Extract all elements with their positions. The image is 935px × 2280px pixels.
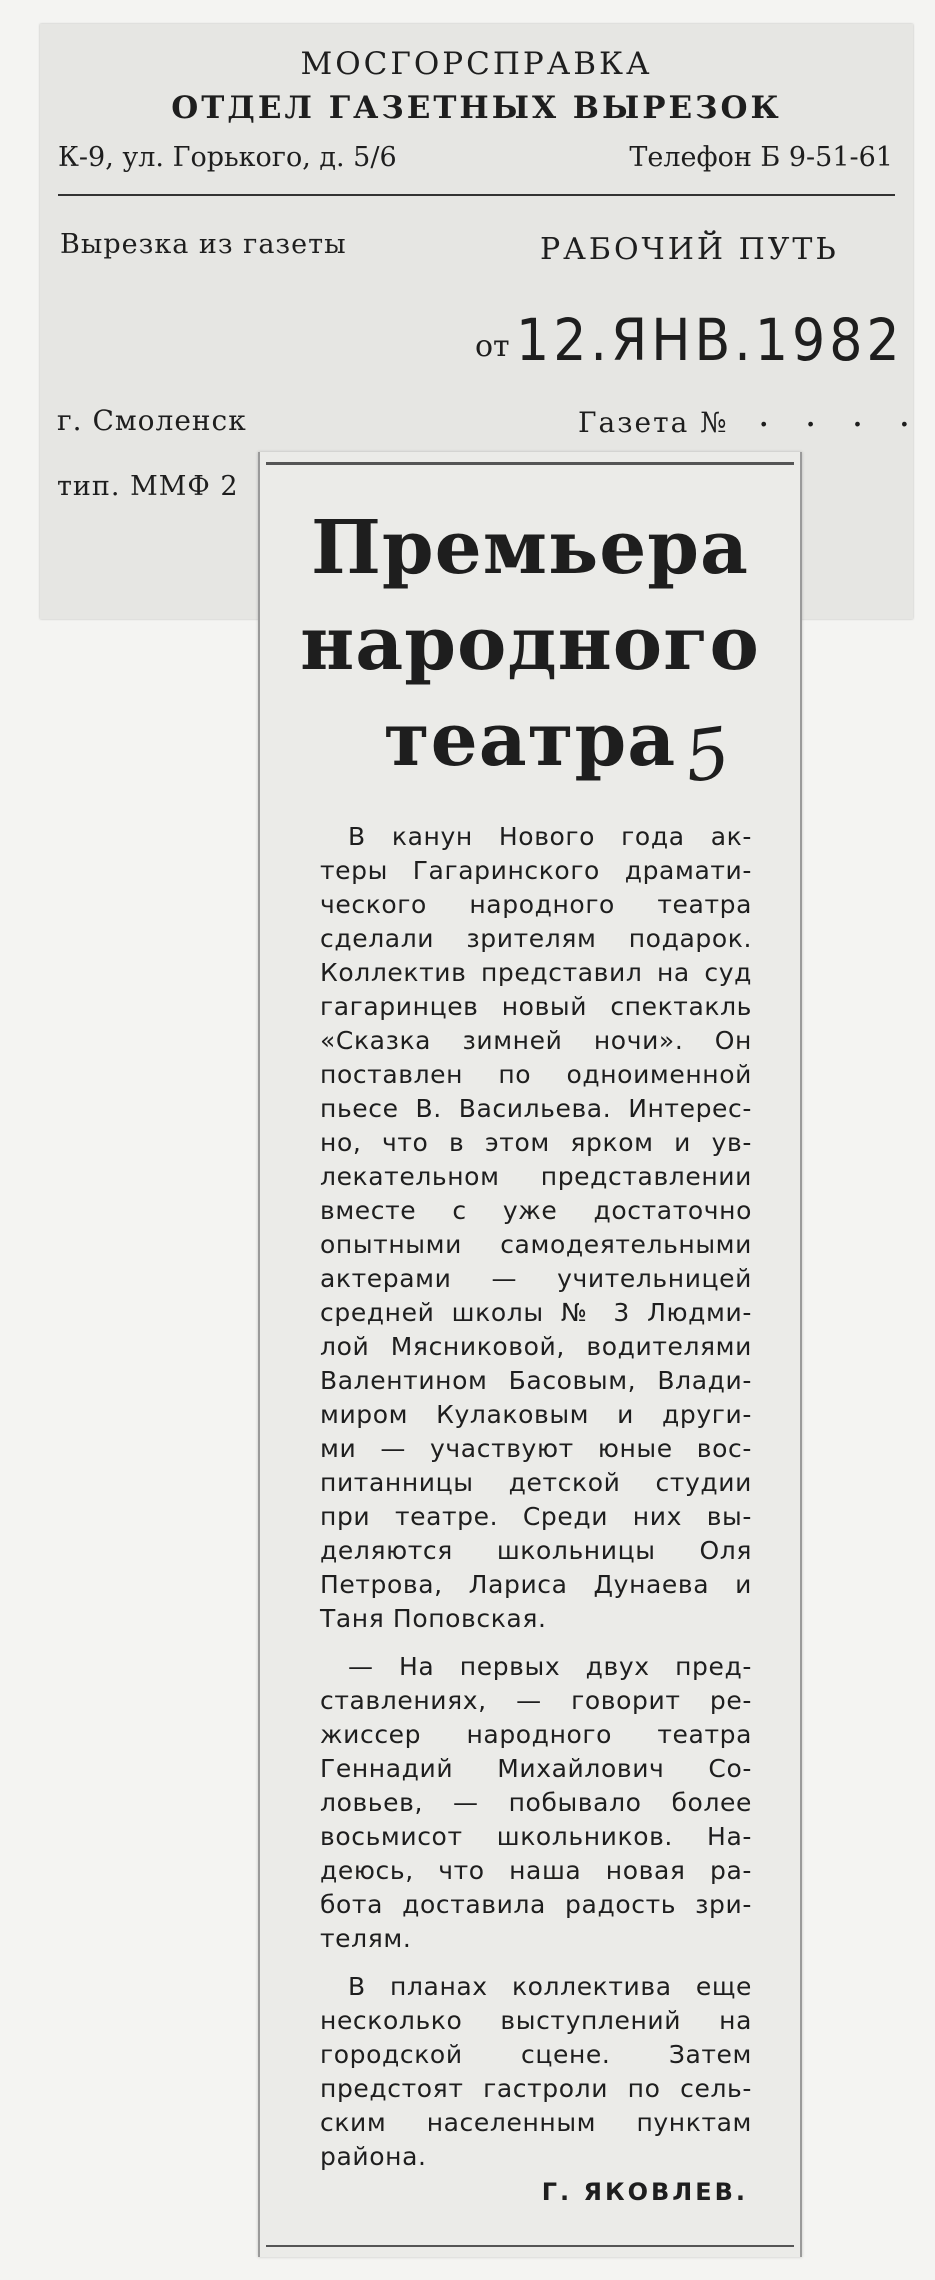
article-line: ским населенным пунктам: [320, 2108, 752, 2137]
department-name: ОТДЕЛ ГАЗЕТНЫХ ВЫРЕЗОК: [171, 90, 782, 126]
article-line: средней школы № 3 Людми-: [320, 1298, 752, 1327]
article-line: питанницы детской студии: [320, 1468, 752, 1497]
title-line: театра: [383, 697, 677, 783]
article-line: теры Гагаринского драмати-: [320, 856, 752, 885]
article-line: восьмисот школьников. На-: [320, 1822, 752, 1851]
article-line: района.: [320, 2142, 427, 2171]
article-line: «Сказка зимней ночи». Он: [320, 1026, 752, 1055]
article-top-rule: [266, 462, 794, 465]
address: К-9, ул. Горького, д. 5/6: [58, 142, 397, 173]
article-line: В планах коллектива еще: [348, 1972, 752, 2001]
article-line: сделали зрителям подарок.: [320, 924, 752, 953]
phone-number: Телефон Б 9-51-61: [629, 142, 893, 173]
article-line: несколько выступлений на: [320, 2006, 752, 2035]
article-line: ческого народного театра: [320, 890, 752, 919]
article-line: телям.: [320, 1924, 412, 1953]
clipping-label: Вырезка из газеты: [60, 229, 347, 260]
date-stamp: 12.ЯНВ.1982: [516, 306, 904, 374]
article-line: ловьев, — побывало более: [320, 1788, 752, 1817]
title-line: народного: [300, 601, 760, 687]
article-bottom-rule: [266, 2245, 794, 2247]
article-line: В канун Нового года ак-: [348, 822, 752, 851]
article-line: бота доставила радость зри-: [320, 1890, 752, 1919]
article-line: вместе с уже достаточно: [320, 1196, 752, 1225]
date-prefix: от: [475, 329, 510, 364]
article-line: при театре. Среди них вы-: [320, 1502, 752, 1531]
organization-name: МОСГОРСПРАВКА: [300, 46, 653, 82]
article-line: пьесе В. Васильева. Интерес-: [320, 1094, 752, 1123]
printing-house: тип. ММФ 2: [57, 471, 239, 502]
article-body: [320, 820, 752, 2174]
article-line: актерами — учительницей: [320, 1264, 752, 1293]
article-line: Валентином Басовым, Влади-: [320, 1366, 752, 1395]
article-line: миром Кулаковым и други-: [320, 1400, 752, 1429]
article-line: Коллектив представил на суд: [320, 958, 752, 987]
article-line: ми — участвуют юные вос-: [320, 1434, 752, 1463]
newspaper-article: [258, 452, 802, 2257]
article-line: Петрова, Лариса Дунаева и: [320, 1570, 752, 1599]
article-line: жиссер народного театра: [320, 1720, 752, 1749]
article-line: гагаринцев новый спектакль: [320, 992, 752, 1021]
article-line: но, что в этом ярком и ув-: [320, 1128, 752, 1157]
author-signature: Г. ЯКОВЛЕВ.: [541, 2178, 748, 2206]
article-line: опытными самодеятельными: [320, 1230, 752, 1259]
article-line: лекательном представлении: [320, 1162, 752, 1191]
paragraph-gap: [320, 1636, 752, 1650]
title-line: Премьера: [311, 505, 749, 591]
article-line: поставлен по одноименной: [320, 1060, 752, 1089]
gazette-number-label: Газета №: [578, 406, 729, 439]
header-divider: [58, 194, 895, 196]
city: г. Смоленск: [57, 404, 247, 437]
gazette-number-blank: . . . .: [758, 394, 923, 435]
handwritten-mark: 5: [679, 711, 736, 799]
article-line: городской сцене. Затем: [320, 2040, 752, 2069]
article-line: — На первых двух пред-: [348, 1652, 752, 1681]
paragraph-gap: [320, 1956, 752, 1970]
article-line: лой Мясниковой, водителями: [320, 1332, 752, 1361]
newspaper-name: РАБОЧИЙ ПУТЬ: [540, 232, 839, 267]
article-line: Геннадий Михайлович Со-: [320, 1754, 752, 1783]
article-line: Таня Поповская.: [320, 1604, 547, 1633]
article-line: ставлениях, — говорит ре-: [320, 1686, 752, 1715]
article-line: деляются школьницы Оля: [320, 1536, 752, 1565]
article-line: деюсь, что наша новая ра-: [320, 1856, 752, 1885]
article-line: предстоят гастроли по сель-: [320, 2074, 752, 2103]
